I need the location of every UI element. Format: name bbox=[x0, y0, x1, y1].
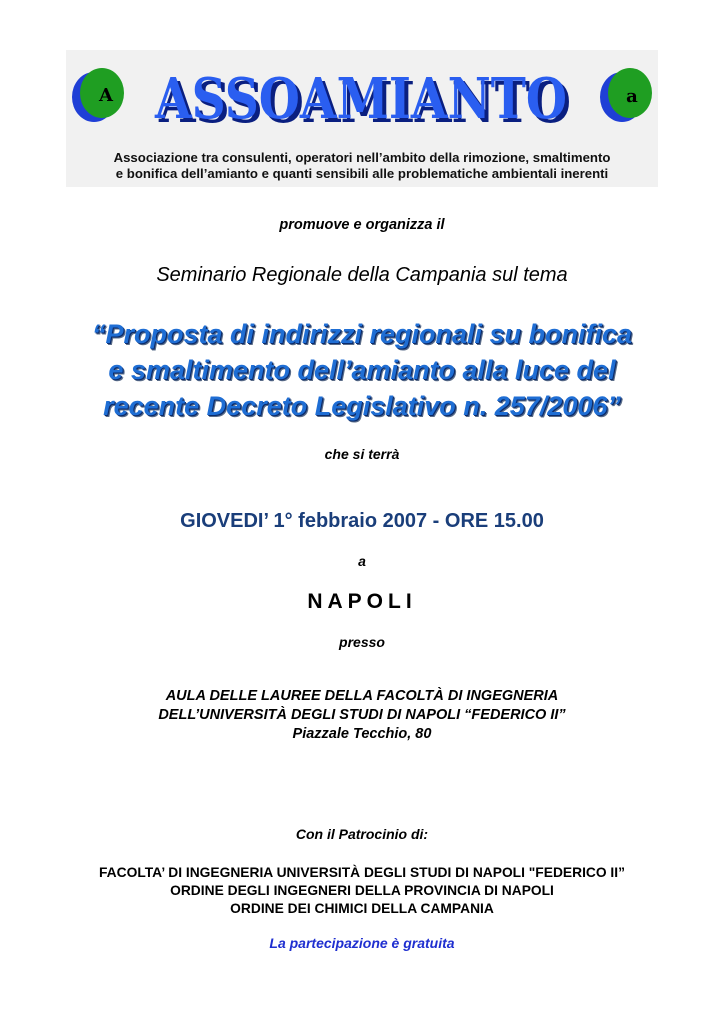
title-line-3: recente Decreto Legislativo n. 257/2006” bbox=[103, 391, 621, 421]
patron-1: FACOLTA’ DI INGEGNERIA UNIVERSITÀ DEGLI STUDI DI NAPOLI "FEDERICO II” bbox=[99, 865, 625, 880]
description-line-1: Associazione tra consulenti, operatori nell’ambito della rimozione, smaltimento bbox=[113, 150, 611, 165]
venue-line-1: AULA DELLE LAUREE DELLA FACOLTÀ DI INGEGNERIA bbox=[165, 688, 559, 704]
patrons-list bbox=[0, 864, 724, 918]
venue-line-2: DELL’UNIVERSITÀ DEGLI STUDI DI NAPOLI “FEDERICO II” bbox=[158, 707, 566, 723]
seminar-heading: Seminario Regionale della Campania sul tema bbox=[156, 264, 568, 286]
title-line-2: e smaltimento dell’amianto alla luce del bbox=[108, 355, 616, 385]
svg-text:a: a bbox=[626, 86, 638, 107]
logo bbox=[66, 50, 658, 142]
description-line-2: e bonifica dell’amianto e quanti sensibili alle problematiche ambientali inerenti bbox=[115, 166, 609, 181]
title-line-1: “Proposta di indirizzi regionali su bonifica bbox=[91, 319, 633, 349]
at-venue-text: presso bbox=[339, 634, 385, 650]
seminar-title bbox=[0, 316, 724, 424]
venue-address bbox=[0, 687, 724, 744]
free-participation-note: La partecipazione è gratuita bbox=[269, 935, 455, 951]
patron-2: ORDINE DEGLI INGEGNERI DELLA PROVINCIA DI NAPOLI bbox=[170, 883, 554, 898]
patron-3: ORDINE DEI CHIMICI DELLA CAMPANIA bbox=[230, 901, 494, 916]
event-date: GIOVEDI’ 1° febbraio 2007 - ORE 15.00 bbox=[180, 510, 544, 532]
svg-text:ASSOAMIANTO: ASSOAMIANTO bbox=[158, 70, 571, 130]
promotes-text: promuove e organizza il bbox=[279, 217, 445, 233]
association-description bbox=[66, 150, 658, 182]
svg-text:ASSOAMIANTO: ASSOAMIANTO bbox=[154, 68, 567, 130]
header-banner bbox=[66, 50, 658, 187]
logo-badge-left bbox=[68, 60, 130, 126]
patronage-heading: Con il Patrocinio di: bbox=[295, 826, 429, 842]
event-city: NAPOLI bbox=[307, 590, 417, 613]
venue-line-3: Piazzale Tecchio, 80 bbox=[292, 726, 432, 742]
brand-wordmark bbox=[148, 68, 578, 130]
svg-text:A: A bbox=[99, 85, 113, 106]
logo-badge-right bbox=[596, 60, 658, 126]
will-be-held-text: che si terrà bbox=[324, 446, 400, 462]
at-text: a bbox=[358, 553, 366, 569]
